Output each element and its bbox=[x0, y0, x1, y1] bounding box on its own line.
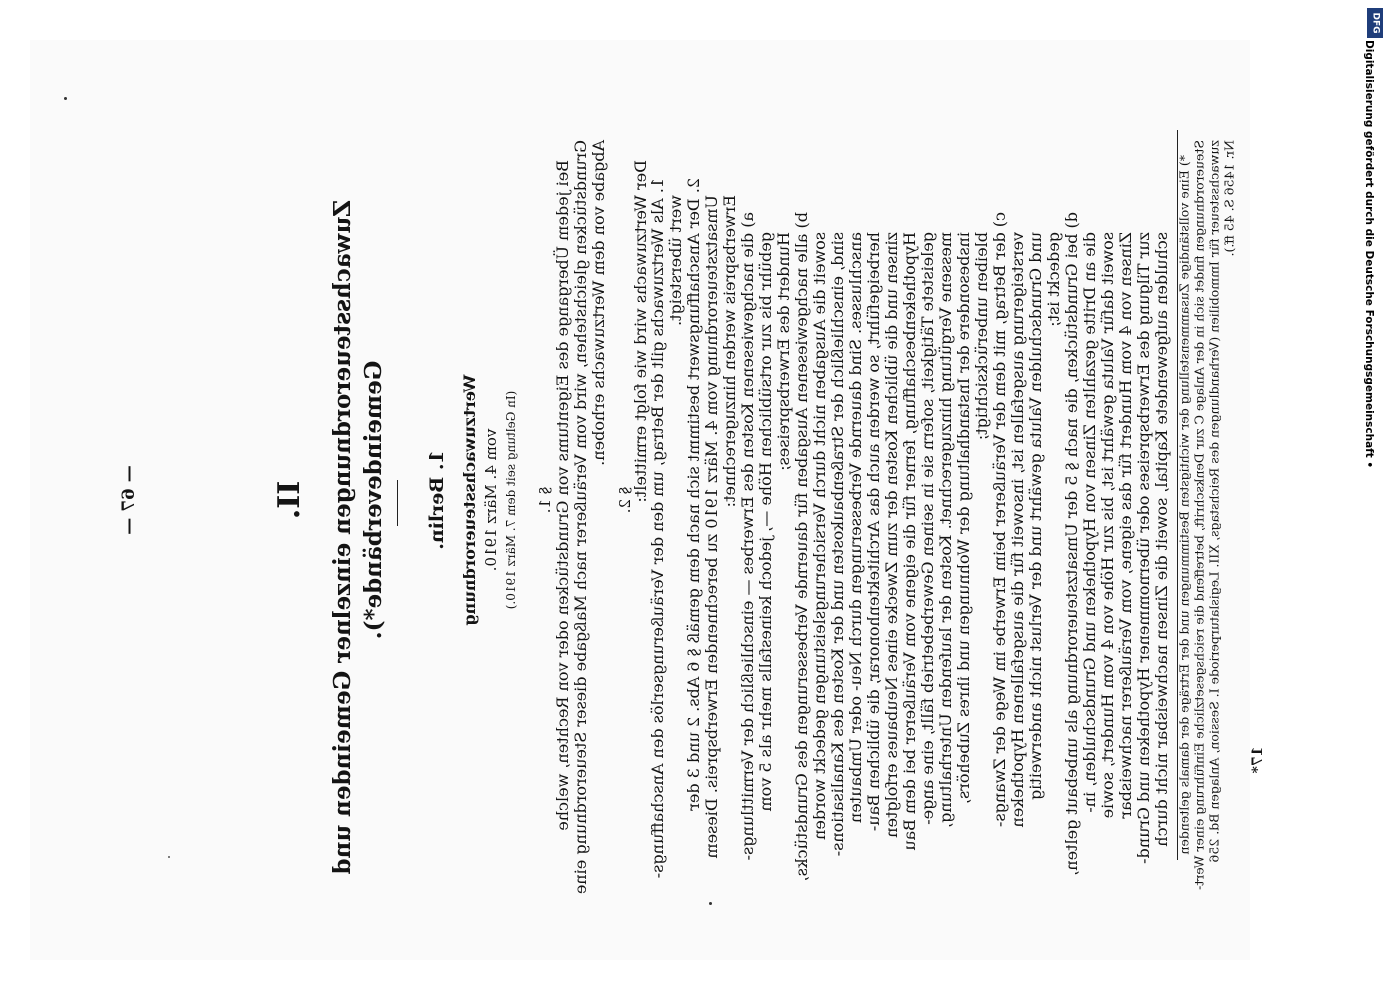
item-d-line: Zinsen von 4 vom Hundert für das eigene, vom Veräußerer nachweisbar bbox=[1116, 232, 1135, 819]
paragraph-1-line: Grundstücken gleichstehen, wird vom Veräußerer nach Maßgabe dieser Steuerordnung eine bbox=[571, 140, 590, 895]
item-1-line: wert übersteigt. bbox=[666, 195, 685, 326]
item-2-line: 2. Der Anschaffungswert bestimmt sich nach dem gemäß § 6 Abs. 2 und 3 der bbox=[684, 178, 703, 811]
item-c-line: gedeckt ist; bbox=[1044, 232, 1063, 327]
item-b-line: geleistete Tätigkeit, sofern sie in seinen Gewerbebetrieb fällt, eine ange- bbox=[918, 232, 937, 825]
item-c-line: c) der Betrag, mit dem der Veräußerer beim Erwerbe im Wege der Zwangs- bbox=[990, 212, 1009, 828]
ordinance-date: vom 4. März 1910. bbox=[482, 428, 500, 572]
section-title-line-2: Gemeindeverbände*). bbox=[360, 360, 387, 640]
item-1-line: 1. Als Wertzuwachs gilt der Betrag, um den der Veräußerungserlös den Anschaffungs- bbox=[648, 178, 667, 879]
item-2-line: Erwerbspreis werden hinzugerechnet: bbox=[720, 195, 739, 508]
section-divider bbox=[397, 480, 398, 526]
item-d-line: schulden aufgewendete Kapital, soweit die Zinsen nachweisbar nicht durch bbox=[1152, 232, 1171, 847]
item-b-line: anschlusses. Sind dauernde Verbesserungen durch Neu- oder Umbauten bbox=[846, 232, 865, 824]
item-c-line: versteigerung ausgefallen ist, insoweit für die ausgefallenen Hypotheken bbox=[1008, 232, 1027, 828]
footnote-line: Steuerordnungen findet sich in der Anlage C zur Denkschrift, betreffend die reichsgesetzliche Einführung einer Wert- bbox=[1191, 140, 1207, 890]
item-b-line: zinsen und die üblichen Kosten der zum Zwecke eines Neubaues erfolgten bbox=[882, 232, 901, 838]
signature-mark: 17* bbox=[1250, 746, 1266, 774]
item-d-line: soweit dafür Valuta gewährt ist, bis zur Höhe von 4 vom Hundert, sowie bbox=[1098, 232, 1117, 819]
item-b-line: Hypothekenbeschaffung, ferner für die eigene vom Veräußerer bei dem Bau bbox=[900, 232, 919, 851]
page-number: — 67 — bbox=[119, 465, 139, 535]
item-d-line: zur Tilgung des Erwerbspreises oder übernommener Hypotheken und Grund- bbox=[1134, 232, 1153, 864]
paragraph-2-intro: Der Wertzuwachs wird wie folgt ermittelt: bbox=[631, 160, 650, 503]
item-d-line: die an Dritte gezahlten Zinsen von Hypotheken und Grundschulden, in- bbox=[1080, 232, 1099, 813]
ordinance-effective-note: (In Geltung seit dem 7. März 1910.) bbox=[504, 390, 518, 610]
item-c-line: und Grundschulden Valuta gewährt und der Verlust nicht anderweitig bbox=[1026, 232, 1045, 800]
paragraph-1-line: Abgabe von dem Wertzuwachs erhoben. bbox=[589, 140, 608, 466]
item-a-line: a) die nachgewiesenen Kosten des Erwerbes — einschließlich der Vermittlungs- bbox=[738, 212, 757, 861]
footnote-line: zuwachssteuer für Immobilien (Verhandlungen des Reichstags, XII. Legislaturperiode I. Session, Anlagen Bd. 256 bbox=[1206, 140, 1222, 863]
section-numeral: II. bbox=[272, 480, 307, 520]
item-b-line: sind, einschließlich der Straßenbaukosten und der Kosten des Kanalisations- bbox=[828, 232, 847, 857]
footnote-line: Nr. 1456 S. 45 ff.). bbox=[1221, 140, 1237, 257]
item-a-line: Hundert des Erwerbspreises; bbox=[774, 232, 793, 471]
item-b-line: insbesondere der Instandhaltung der Wohnungen und ihres Zubehörs, bbox=[954, 232, 973, 805]
paragraph-1-line: Bei jedem Übergange des Eigentums von Grundstücken oder von Rechten, welche bbox=[553, 160, 572, 831]
item-b-line: b) alle nachgewiesenen Ausgaben für dauernde Verbesserungen des Grundstücks, bbox=[792, 212, 811, 882]
footnote-line: *) Eine vollständige Zusammenstellung der wichtigsten Bestimmungen und der Erträge der damals geltenden bbox=[1176, 155, 1192, 855]
item-b-line: soweit die Ausgaben nicht durch Versicherungsleistungen gedeckt worden bbox=[810, 232, 829, 840]
ordinance-name: Wertzuwachssteuerordnung bbox=[460, 374, 479, 626]
item-d-line: d) bei Grundstücken, die nach § 5 der Umsatzsteuerordnung als unbebaut gelten, bbox=[1062, 212, 1081, 876]
dfg-logo: DFG bbox=[1367, 8, 1383, 38]
item-b-line: messene Vergütung hinzugerechnet. Kosten der laufenden Unterhaltung, bbox=[936, 232, 955, 828]
item-b-line: bleiben unberücksichtigt; bbox=[972, 232, 991, 441]
paragraph-1-heading: § 1. bbox=[536, 486, 554, 514]
paragraph-2-heading: § 2. bbox=[616, 486, 634, 514]
city-heading: 1. Berlin. bbox=[426, 450, 448, 550]
digitization-credit: Digitalisierung gefördert durch die Deutsche Forschungsgemeinschaft • bbox=[1363, 40, 1375, 469]
item-a-line: gebühr bis zur ortsüblichen Höhe —, jedoch keinesfalls mehr als 5 vom bbox=[756, 232, 775, 812]
item-b-line: herbeigeführt, so werden auch das Architektenhonorar, die üblichen Bau- bbox=[864, 232, 883, 832]
item-2-line: Umsatzsteuerordnung vom 4. März 1910 zu berechnenden Erwerbspreis. Diesem bbox=[702, 195, 721, 859]
section-title-line-1: Zuwachssteuerordnungen einzelner Gemeinden und bbox=[329, 200, 356, 875]
